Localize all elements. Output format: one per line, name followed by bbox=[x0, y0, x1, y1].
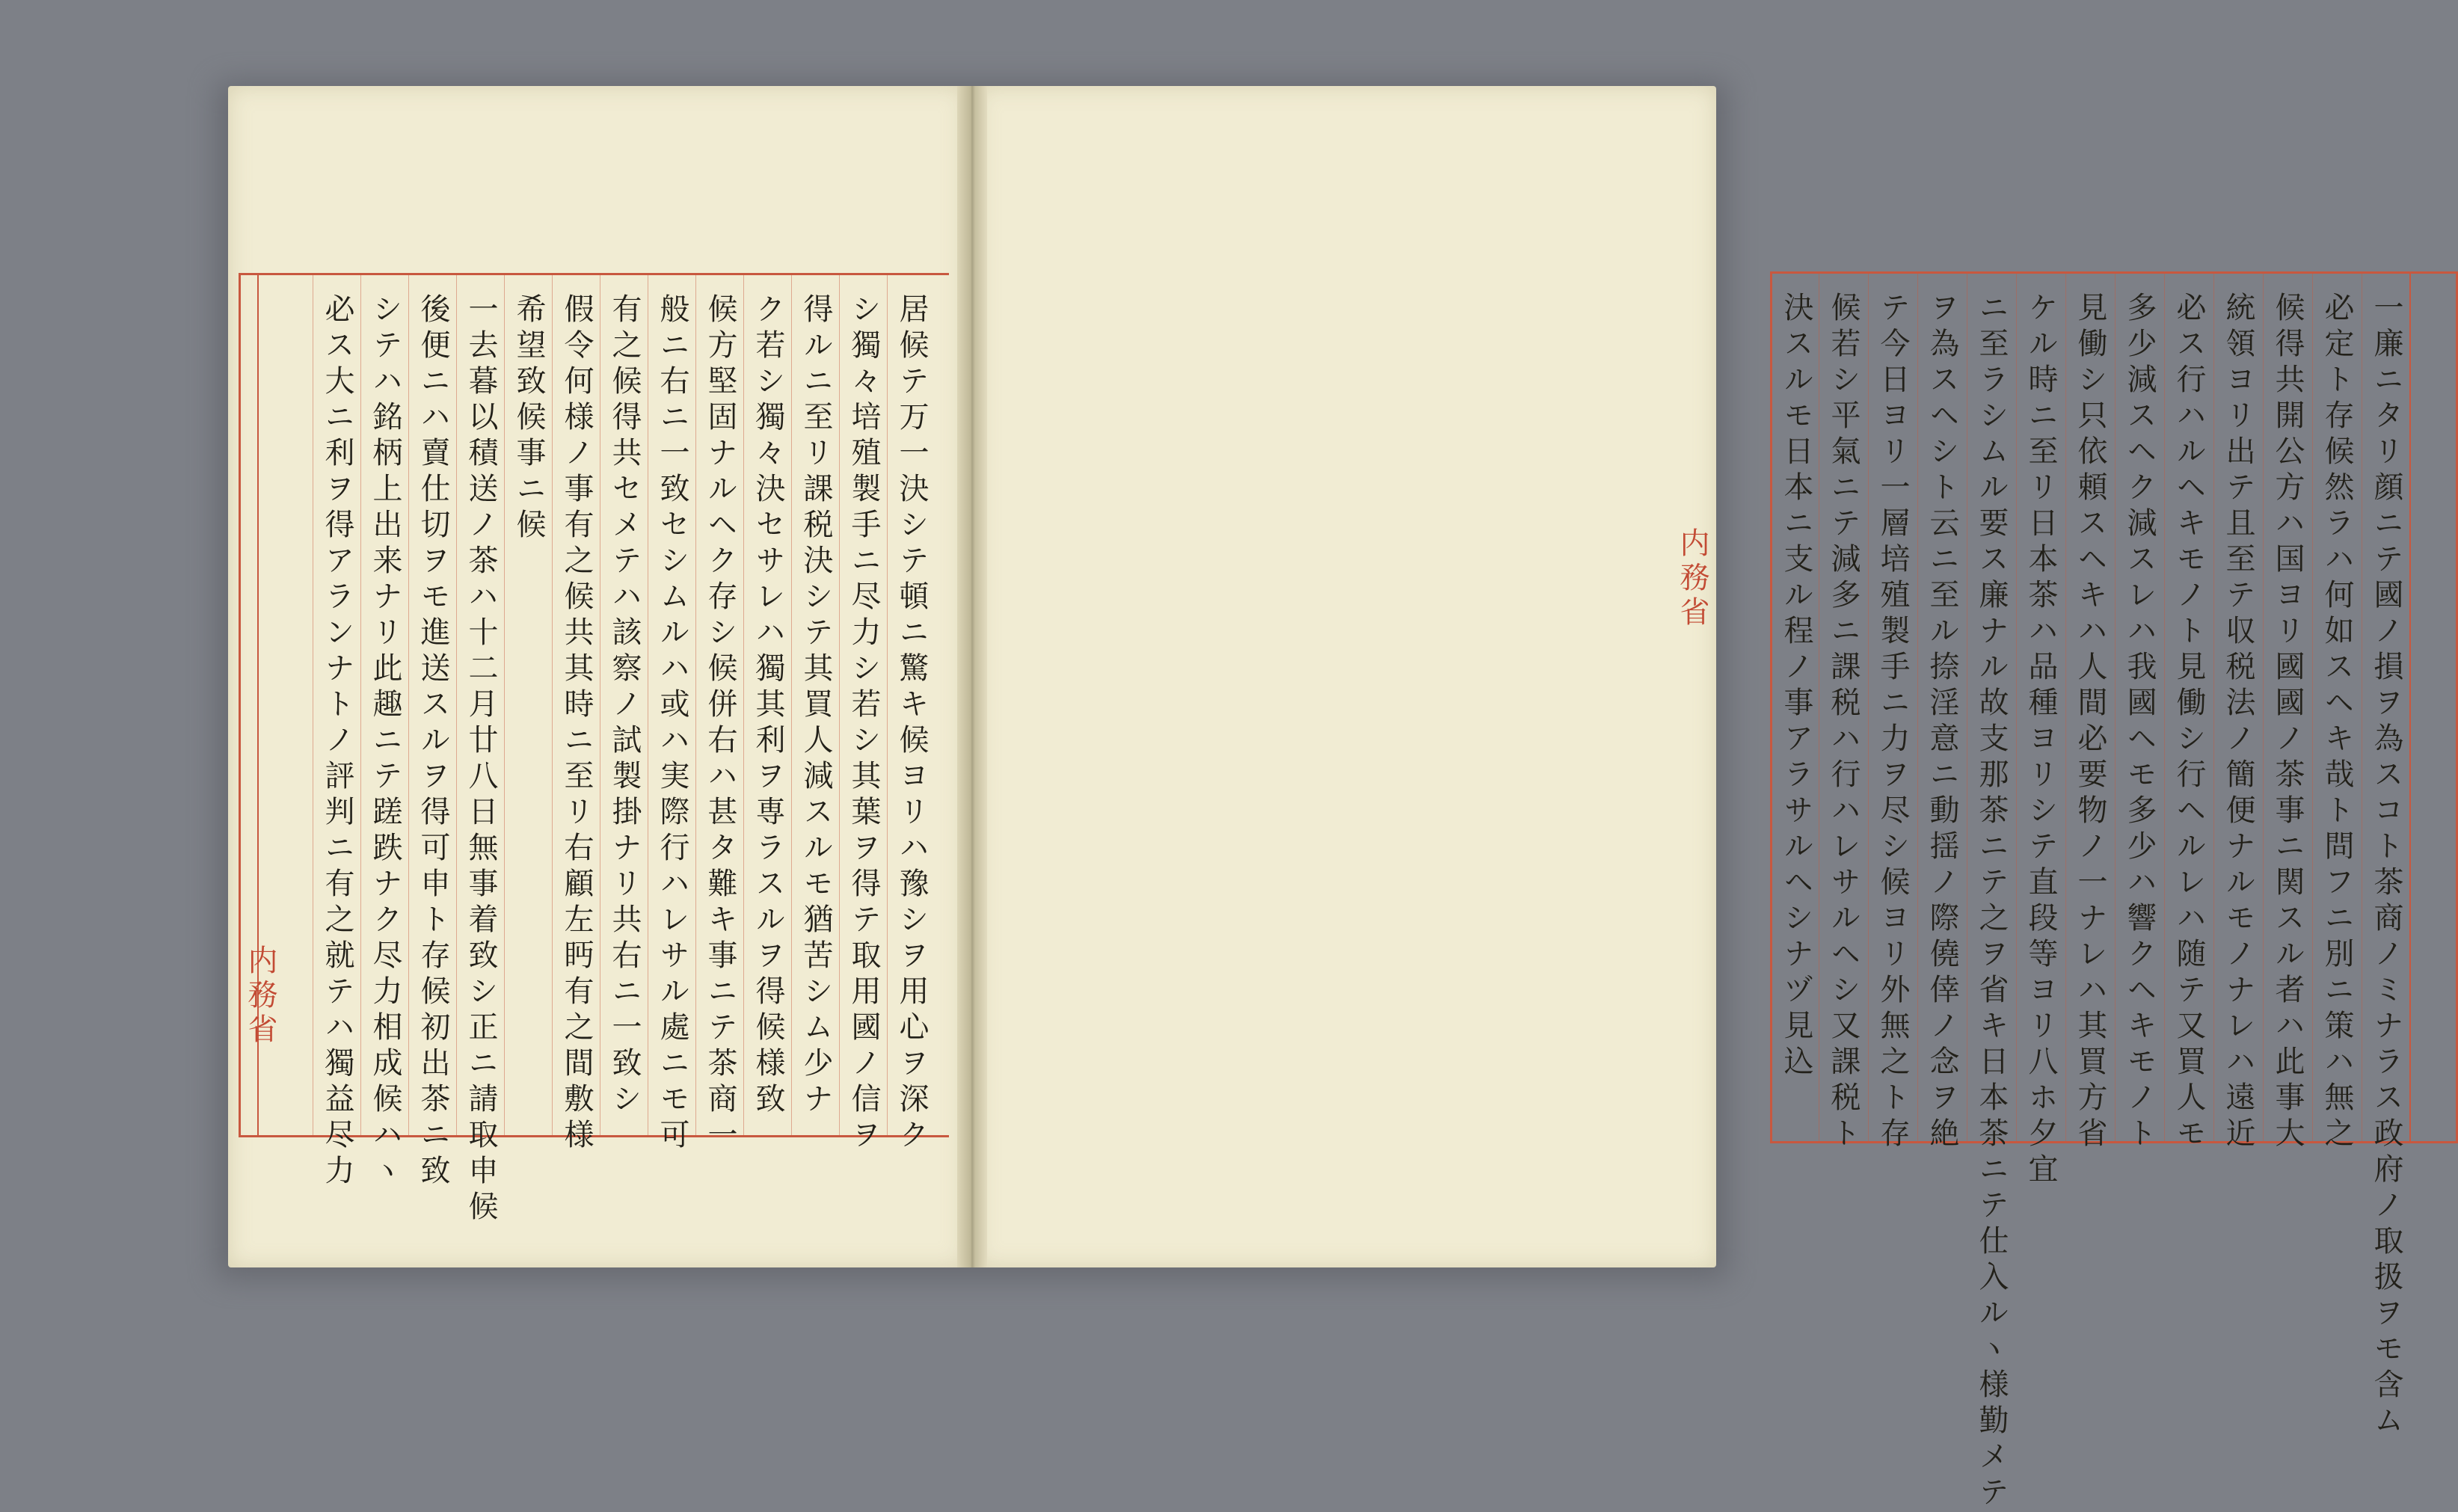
column-rule bbox=[2016, 274, 2017, 1141]
left-margin-label: 内務省 bbox=[243, 944, 277, 1048]
right-margin-label: 内務省 bbox=[1675, 527, 1709, 630]
column-rule bbox=[791, 275, 792, 1135]
book-gutter bbox=[957, 86, 987, 1267]
column-rule bbox=[743, 275, 744, 1135]
left-page-frame bbox=[239, 273, 949, 1226]
column-rule bbox=[552, 275, 553, 1135]
column-rule bbox=[2213, 274, 2214, 1141]
text-column: 必ス大ニ利ヲ得アランナトノ評判ニ有之就テハ獨益尽力 bbox=[320, 293, 354, 1190]
text-column: 得ルニ至リ課税決シテ其買人減スルモ猶苦シム少ナ bbox=[799, 293, 833, 1119]
text-column: 統領ヨリ出テ且至テ収税法ノ簡便ナルモノナレハ遠近 bbox=[2221, 292, 2255, 1153]
text-column: 必定ト存候然ラハ何如スヘキ哉ト問フニ別ニ策ハ無之 bbox=[2320, 292, 2354, 1153]
column-rule bbox=[408, 275, 409, 1135]
column-rule bbox=[2065, 274, 2066, 1141]
text-column: 希望致候事ニ候 bbox=[511, 293, 546, 544]
text-column: 般ニ右ニ一致セシムルハ或ハ実際行ハレサル處ニモ可 bbox=[655, 293, 689, 1155]
right-page bbox=[977, 86, 2403, 1512]
column-rule bbox=[2164, 274, 2165, 1141]
column-rule bbox=[2115, 274, 2116, 1141]
text-column: 假令何様ノ事有之候共其時ニ至リ右顧左眄有之間敷様 bbox=[559, 293, 594, 1155]
text-column: シ獨々培殖製手ニ尽力シ若シ其葉ヲ得テ取用國ノ信ヲ bbox=[847, 293, 881, 1155]
text-column: 必ス行ハルヘキモノト見働シ行ヘルレハ随テ又買人モ bbox=[2172, 292, 2206, 1153]
column-rule bbox=[456, 275, 457, 1135]
text-column: 多少減スヘク減スレハ我國ヘモ多少ハ響クヘキモノト bbox=[2122, 292, 2157, 1153]
text-column: 居候テ万一決シテ頓ニ驚キ候ヨリハ豫シヲ用心ヲ深ク bbox=[894, 293, 929, 1155]
column-rule bbox=[1917, 274, 1918, 1141]
left-page bbox=[228, 86, 965, 1267]
text-column: 候若シ平氣ニテ減多ニ課税ハ行ハレサルヘシ又課税ト bbox=[1826, 292, 1861, 1153]
right-page-frame bbox=[1770, 271, 2458, 1512]
column-rule bbox=[1868, 274, 1869, 1141]
text-column: シテハ銘柄上出来ナリ此趣ニテ蹉跌ナク尽力相成候ハヽ bbox=[368, 293, 402, 1190]
open-book bbox=[228, 86, 2403, 1512]
text-column: ヲ為スヘシト云ニ至ル捺淫意ニ動揺ノ際僥倖ノ念ヲ絶 bbox=[1925, 292, 1959, 1153]
column-rule bbox=[839, 275, 840, 1135]
text-column: ク若シ獨々決セサレハ獨其利ヲ専ラスルヲ得候様致 bbox=[751, 293, 785, 1119]
text-column: 一廉ニタリ顔ニテ國ノ損ヲ為スコト茶商ノミナラス政府ノ取扱ヲモ含ム bbox=[2369, 292, 2403, 1440]
text-column: 決スルモ日本ニ支ル程ノ事アラサルヘシナヅ見込 bbox=[1779, 292, 1813, 1081]
text-column: 有之候得共セメテハ該察ノ試製掛ナリ共右ニ一致シ bbox=[607, 293, 642, 1119]
text-column: 候方堅固ナルヘク存シ候併右ハ甚タ難キ事ニテ茶商一 bbox=[703, 293, 737, 1155]
text-column: ケル時ニ至リ日本茶ハ品種ヨリシテ直段等ヨリ八ホ夕宜 bbox=[2024, 292, 2058, 1189]
text-column: 後便ニハ賣仕切ヲモ進送スルヲ得可申ト存候初出茶ニ致 bbox=[416, 293, 450, 1190]
right-inner-rule bbox=[2409, 274, 2411, 1141]
column-rule bbox=[2263, 274, 2264, 1141]
column-rule bbox=[504, 275, 505, 1135]
column-rule bbox=[360, 275, 361, 1135]
text-column: ニ至ラシムル要ス廉ナル故支那茶ニテ之ヲ省キ日本茶ニテ仕入ルヽ様勤メテ bbox=[1974, 292, 2009, 1512]
column-rule bbox=[887, 275, 888, 1135]
text-column: 候得共開公方ハ国ヨリ國國ノ茶事ニ関スル者ハ此事大 bbox=[2270, 292, 2305, 1153]
text-column: テ今日ヨリ一層培殖製手ニ力ヲ尽シ候ヨリ外無之ト存 bbox=[1875, 292, 1910, 1153]
column-rule bbox=[695, 275, 696, 1135]
column-rule bbox=[2312, 274, 2313, 1141]
text-column: 見働シ只依頼スヘキハ人間必要物ノ一ナレハ其買方省 bbox=[2073, 292, 2107, 1153]
text-column: 一去暮以積送ノ茶ハ十二月廿八日無事着致シ正ニ請取申候 bbox=[464, 293, 498, 1226]
